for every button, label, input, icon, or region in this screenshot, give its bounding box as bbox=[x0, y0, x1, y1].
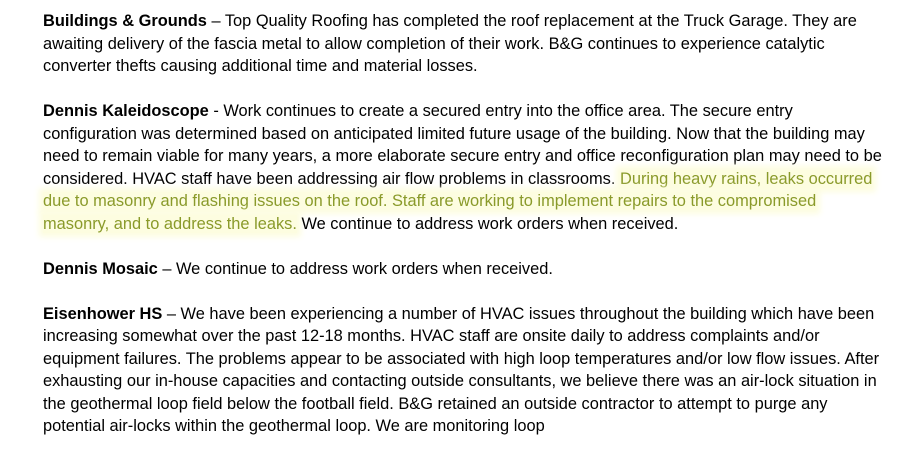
paragraph-text: - Work continues to create a secured entry into the office area. The secure entry configuration was determined based on anticipated limited future usage of the building. Now that the building may need to remain viable for many years, a more elaborate secure entry and office reconfiguration plan may need to be considered. HVAC staff have been addressing air flow problems in classrooms. bbox=[43, 102, 882, 188]
paragraph-dennis-kaleidoscope bbox=[43, 100, 882, 235]
paragraph-text-after: We continue to address work orders when received. bbox=[296, 214, 679, 233]
paragraph-text: – We continue to address work orders when received. bbox=[157, 259, 553, 278]
highlighted-text: During heavy rains, leaks occurred due to masonry and flashing issues on the roof. Staff are working to implement repairs to the compromised masonry, and to address the leaks. bbox=[43, 169, 873, 233]
paragraph-heading: Buildings & Grounds bbox=[43, 12, 207, 30]
paragraph-text: – Top Quality Roofing has completed the roof replacement at the Truck Garage. They are awaiting delivery of the fascia metal to allow completion of their work. B&G continues to experience catalytic converter thefts causing additional time and material losses. bbox=[43, 12, 857, 75]
paragraph-text: – We have been experiencing a number of HVAC issues throughout the building which have been increasing somewhat over the past 12-18 months. HVAC staff are onsite daily to address complaints and/or equipment failures. The problems appear to be associated with high loop temperatures and/or low flow issues. After exhausting our in-house capacities and contacting outside consultants, we believe there was an air-lock situation in the geothermal loop field below the football field. B&G retained an outside contractor to attempt to purge any potential air-locks within the geothermal loop. We are monitoring loop bbox=[43, 304, 880, 435]
paragraph-eisenhower-hs bbox=[43, 303, 882, 438]
paragraph-buildings-grounds bbox=[43, 10, 882, 78]
paragraph-heading: Eisenhower HS bbox=[43, 304, 163, 323]
paragraph-dennis-mosaic bbox=[43, 258, 882, 281]
paragraph-heading: Dennis Kaleidoscope bbox=[43, 102, 209, 120]
paragraph-heading: Dennis Mosaic bbox=[43, 259, 158, 278]
